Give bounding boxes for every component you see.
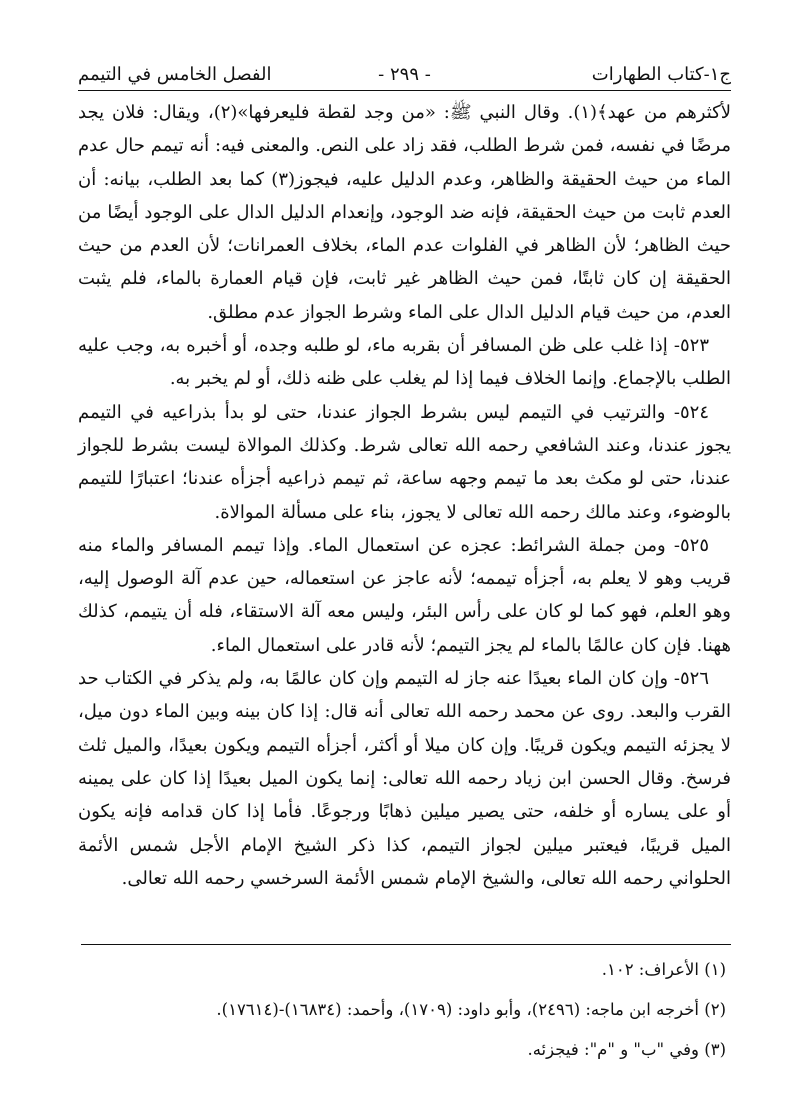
page-number: - ٢٩٩ - [378,64,431,85]
section-title: الفصل الخامس في التيمم [78,64,272,85]
paragraph-523: ٥٢٣- إذا غلب على ظن المسافر أن بقربه ماء، لو طلبه وجده، أو أخبره به، وجب عليه الطلب بالإجماع. وإنما الخلاف فيما إذا لم يغلب على ظنه ذلك، أو لم يخبر به. [78,335,731,390]
paragraph-continued: لأكثرهم من عهد﴾(١). وقال النبي ﷺ: «من وجد لقطة فليعرفها»(٢)، ويقال: فلان يجد مرضًا في نفسه، فمن شرط الطلب، فقد زاد على النص. والمعنى فيه: أنه تيمم حال عدم الماء من حيث الحقيقة والظاهر، وعدم الدليل عليه، فيجوز(٣) كما بعد الطلب، بيانه: أن العدم ثابت من حيث الحقيقة، فإنه ضد الوجود، وإنعدام الدليل الدال على الوجود أيضًا من حيث الظاهر؛ لأن الظاهر في الفلوات عدم الماء، بخلاف العمرانات؛ لأن العدم من حيث الحقيقة إن كان ثابتًا، فمن حيث الظاهر غير ثابت، فإن قيام العمارة بالماء، فلم يثبت العدم، من حيث قيام الدليل الدال على الماء وشرط الجواز عدم مطلق. [78,102,732,323]
paragraph-526: ٥٢٦- وإن كان الماء بعيدًا عنه جاز له التيمم وإن كان عالمًا به، ولم يذكر في الكتاب حد القرب والبعد. روى عن محمد رحمه الله تعالى أنه قال: إذا كان بينه وبين الماء دون ميل، لا يجزئه التيمم ويكون قريبًا. وإن كان ميلا أو أكثر، أجزأه التيمم ويكون بعيدًا، والميل ثلث فرسخ. وقال الحسن ابن زياد رحمه الله تعالى: إنما يكون الميل بعيدًا إذا كان على يمينه أو على يساره أو خلفه، حتى يصير ميلين ذهابًا ورجوعًا. فأما إذا كان قدامه فإنه يكون الميل قريبًا، فيعتبر ميلين لجواز التيمم، كذا ذكر الشيخ الإمام الأجل شمس الأئمة الحلواني رحمه الله تعالى، والشيخ الإمام شمس الأئمة السرخسي رحمه الله تعالى. [78,668,731,889]
footnote-3: (٣) وفي "ب" و "م": فيجزئه. [527,1040,726,1059]
paragraph-524: ٥٢٤- والترتيب في التيمم ليس بشرط الجواز عندنا، حتى لو بدأ بذراعيه في التيمم يجوز عندنا، وعند الشافعي رحمه الله تعالى شرط. وكذلك الموالاة ليست بشرط للجواز عندنا، حتى لو مكث بعد ما تيمم وجهه ساعة، ثم تيمم ذراعيه أجزأه عندنا؛ اعتبارًا للتيمم بالوضوء، وعند مالك رحمه الله تعالى لا يجوز، بناء على مسألة الموالاة. [78,401,731,523]
main-text [78,96,731,895]
book-chapter-title: ج١-كتاب الطهارات [591,64,731,85]
footnote-2: (٢) أخرجه ابن ماجه: (٢٤٩٦)، وأبو داود: (١٧٠٩)، وأحمد: (١٦٨٣٤)-(١٧٦١٤). [216,1000,726,1019]
footnote-1: (١) الأعراف: ١٠٢. [601,960,726,979]
page-header [78,64,731,91]
footnote-divider [81,944,731,945]
paragraph-525: ٥٢٥- ومن جملة الشرائط: عجزه عن استعمال الماء. وإذا تيمم المسافر والماء منه قريب وهو لا يعلم به، أجزأه تيممه؛ لأنه عاجز عن استعماله، حين عدم آلة الوصول إليه، وهو العلم، فهو كما لو كان على رأس البئر، وليس معه آلة الاستقاء، فله أن يتيمم، كذلك ههنا. فإن كان عالمًا بالماء لم يجز التيمم؛ لأنه قادر على استعمال الماء. [78,534,731,656]
